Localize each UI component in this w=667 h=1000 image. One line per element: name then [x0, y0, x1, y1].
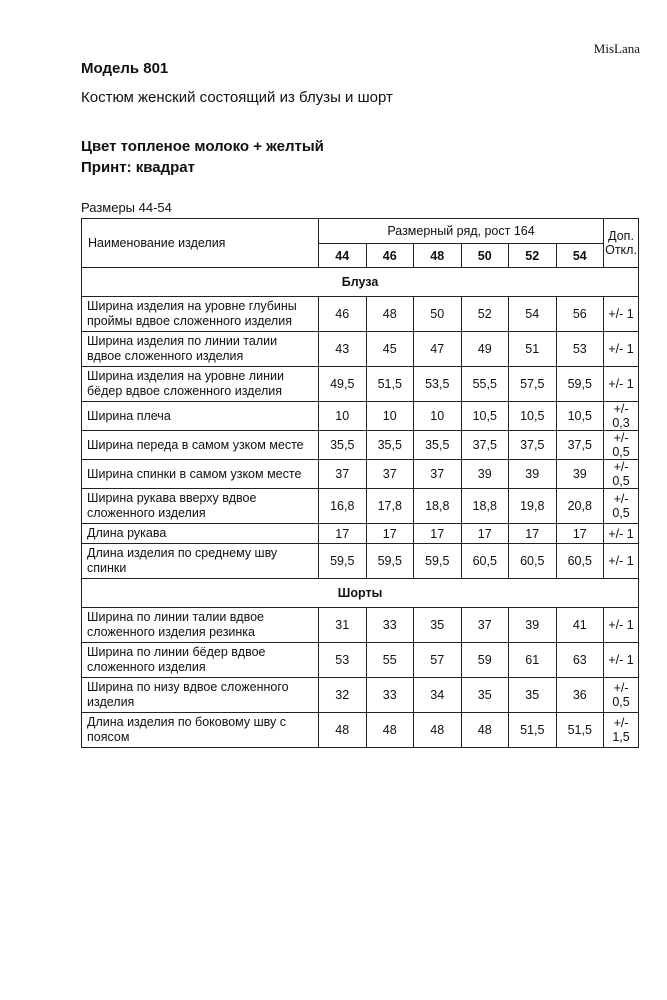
measurement-value: 35,5 [366, 431, 414, 460]
measurement-value: 33 [366, 608, 414, 643]
measurement-value: 35 [509, 678, 557, 713]
measurement-value: 49,5 [319, 367, 367, 402]
table-row [82, 678, 639, 713]
measurement-value: 17 [319, 524, 367, 544]
sizes-label: Размеры 44-54 [81, 200, 172, 215]
measurement-value: 31 [319, 608, 367, 643]
table-row [82, 367, 639, 402]
measurement-value: 39 [556, 460, 604, 489]
measurement-value: 57 [414, 643, 462, 678]
measurement-name: Ширина изделия на уровне линии бёдер вдвое сложенного изделия [82, 367, 319, 402]
measurement-value: 59,5 [366, 544, 414, 579]
measurement-value: 55 [366, 643, 414, 678]
measurement-value: 10 [414, 402, 462, 431]
tolerance-value: +/- 0,5 [604, 431, 639, 460]
table-row [82, 713, 639, 748]
table-row [82, 489, 639, 524]
measurement-value: 37,5 [461, 431, 509, 460]
tolerance-value: +/- 0,5 [604, 460, 639, 489]
measurement-value: 59,5 [414, 544, 462, 579]
measurement-value: 52 [461, 297, 509, 332]
tolerance-value: +/- 1 [604, 524, 639, 544]
product-description: Костюм женский состоящий из блузы и шорт [81, 89, 393, 106]
tolerance-value: +/- 1 [604, 332, 639, 367]
table-row [82, 431, 639, 460]
table-row [82, 643, 639, 678]
measurement-value: 47 [414, 332, 462, 367]
measurement-name: Ширина рукава вверху вдвое сложенного изделия [82, 489, 319, 524]
measurement-value: 37 [414, 460, 462, 489]
brand-label: MisLana [593, 41, 640, 56]
column-header-item-name: Наименование изделия [82, 219, 319, 268]
measurement-value: 18,8 [414, 489, 462, 524]
model-title: Модель 801 [81, 60, 169, 77]
measurement-value: 33 [366, 678, 414, 713]
table-row [82, 402, 639, 431]
measurement-value: 56 [556, 297, 604, 332]
section-row [82, 268, 639, 297]
table-row [82, 524, 639, 544]
measurement-value: 35 [414, 608, 462, 643]
print-label: Принт: квадрат [81, 159, 195, 176]
tolerance-value: +/- 1 [604, 367, 639, 402]
measurement-value: 54 [509, 297, 557, 332]
measurement-value: 46 [319, 297, 367, 332]
measurement-value: 53 [556, 332, 604, 367]
size-chart-table [81, 218, 639, 748]
measurement-name: Ширина спинки в самом узком месте [82, 460, 319, 489]
measurement-value: 51,5 [509, 713, 557, 748]
measurement-value: 48 [366, 297, 414, 332]
section-title: Шорты [82, 579, 639, 608]
measurement-name: Ширина плеча [82, 402, 319, 431]
measurement-value: 51 [509, 332, 557, 367]
measurement-value: 41 [556, 608, 604, 643]
measurement-value: 60,5 [509, 544, 557, 579]
tolerance-value: +/- 1 [604, 608, 639, 643]
measurement-value: 10 [319, 402, 367, 431]
measurement-value: 57,5 [509, 367, 557, 402]
measurement-value: 17 [556, 524, 604, 544]
measurement-value: 10,5 [556, 402, 604, 431]
measurement-value: 45 [366, 332, 414, 367]
measurement-value: 17 [414, 524, 462, 544]
column-header-size-range: Размерный ряд, рост 164 [319, 219, 604, 244]
measurement-name: Ширина по низу вдвое сложенного изделия [82, 678, 319, 713]
measurement-value: 37,5 [509, 431, 557, 460]
measurement-value: 36 [556, 678, 604, 713]
measurement-value: 39 [461, 460, 509, 489]
measurement-value: 49 [461, 332, 509, 367]
size-header: 52 [509, 244, 557, 268]
column-header-tolerance: Доп. Откл. [604, 219, 639, 268]
measurement-value: 43 [319, 332, 367, 367]
measurement-name: Ширина изделия на уровне глубины проймы вдвое сложенного изделия [82, 297, 319, 332]
measurement-name: Длина изделия по боковому шву с поясом [82, 713, 319, 748]
tolerance-value: +/- 1,5 [604, 713, 639, 748]
section-row [82, 579, 639, 608]
size-chart-body [82, 219, 639, 748]
measurement-name: Ширина по линии талии вдвое сложенного изделия резинка [82, 608, 319, 643]
measurement-value: 50 [414, 297, 462, 332]
measurement-name: Длина изделия по среднему шву спинки [82, 544, 319, 579]
measurement-value: 59,5 [556, 367, 604, 402]
measurement-name: Длина рукава [82, 524, 319, 544]
measurement-value: 17 [366, 524, 414, 544]
measurement-value: 34 [414, 678, 462, 713]
measurement-name: Ширина переда в самом узком месте [82, 431, 319, 460]
measurement-value: 61 [509, 643, 557, 678]
measurement-value: 55,5 [461, 367, 509, 402]
section-title: Блуза [82, 268, 639, 297]
measurement-value: 48 [319, 713, 367, 748]
measurement-value: 18,8 [461, 489, 509, 524]
measurement-value: 19,8 [509, 489, 557, 524]
size-header: 46 [366, 244, 414, 268]
color-label: Цвет топленое молоко + желтый [81, 138, 324, 155]
size-header: 44 [319, 244, 367, 268]
measurement-value: 37 [461, 608, 509, 643]
measurement-value: 17 [509, 524, 557, 544]
size-header: 50 [461, 244, 509, 268]
measurement-value: 37 [319, 460, 367, 489]
measurement-value: 48 [461, 713, 509, 748]
measurement-value: 53,5 [414, 367, 462, 402]
measurement-value: 59,5 [319, 544, 367, 579]
measurement-value: 10 [366, 402, 414, 431]
measurement-value: 17 [461, 524, 509, 544]
measurement-name: Ширина по линии бёдер вдвое сложенного изделия [82, 643, 319, 678]
table-row [82, 608, 639, 643]
tolerance-value: +/- 0,3 [604, 402, 639, 431]
header-row [82, 219, 639, 244]
measurement-value: 35,5 [319, 431, 367, 460]
measurement-value: 37,5 [556, 431, 604, 460]
measurement-value: 16,8 [319, 489, 367, 524]
measurement-value: 48 [414, 713, 462, 748]
size-header: 54 [556, 244, 604, 268]
measurement-value: 10,5 [461, 402, 509, 431]
measurement-value: 20,8 [556, 489, 604, 524]
measurement-value: 60,5 [461, 544, 509, 579]
measurement-value: 17,8 [366, 489, 414, 524]
tolerance-value: +/- 0,5 [604, 678, 639, 713]
measurement-value: 39 [509, 460, 557, 489]
measurement-value: 59 [461, 643, 509, 678]
tolerance-value: +/- 1 [604, 297, 639, 332]
measurement-name: Ширина изделия по линии талии вдвое сложенного изделия [82, 332, 319, 367]
measurement-value: 63 [556, 643, 604, 678]
measurement-value: 48 [366, 713, 414, 748]
measurement-value: 39 [509, 608, 557, 643]
size-header: 48 [414, 244, 462, 268]
measurement-value: 51,5 [366, 367, 414, 402]
table-row [82, 332, 639, 367]
measurement-value: 35,5 [414, 431, 462, 460]
measurement-value: 35 [461, 678, 509, 713]
tolerance-value: +/- 0,5 [604, 489, 639, 524]
measurement-value: 60,5 [556, 544, 604, 579]
measurement-value: 10,5 [509, 402, 557, 431]
tolerance-value: +/- 1 [604, 544, 639, 579]
measurement-value: 32 [319, 678, 367, 713]
table-row [82, 544, 639, 579]
measurement-value: 53 [319, 643, 367, 678]
table-row [82, 297, 639, 332]
measurement-value: 37 [366, 460, 414, 489]
table-row [82, 460, 639, 489]
tolerance-value: +/- 1 [604, 643, 639, 678]
measurement-value: 51,5 [556, 713, 604, 748]
